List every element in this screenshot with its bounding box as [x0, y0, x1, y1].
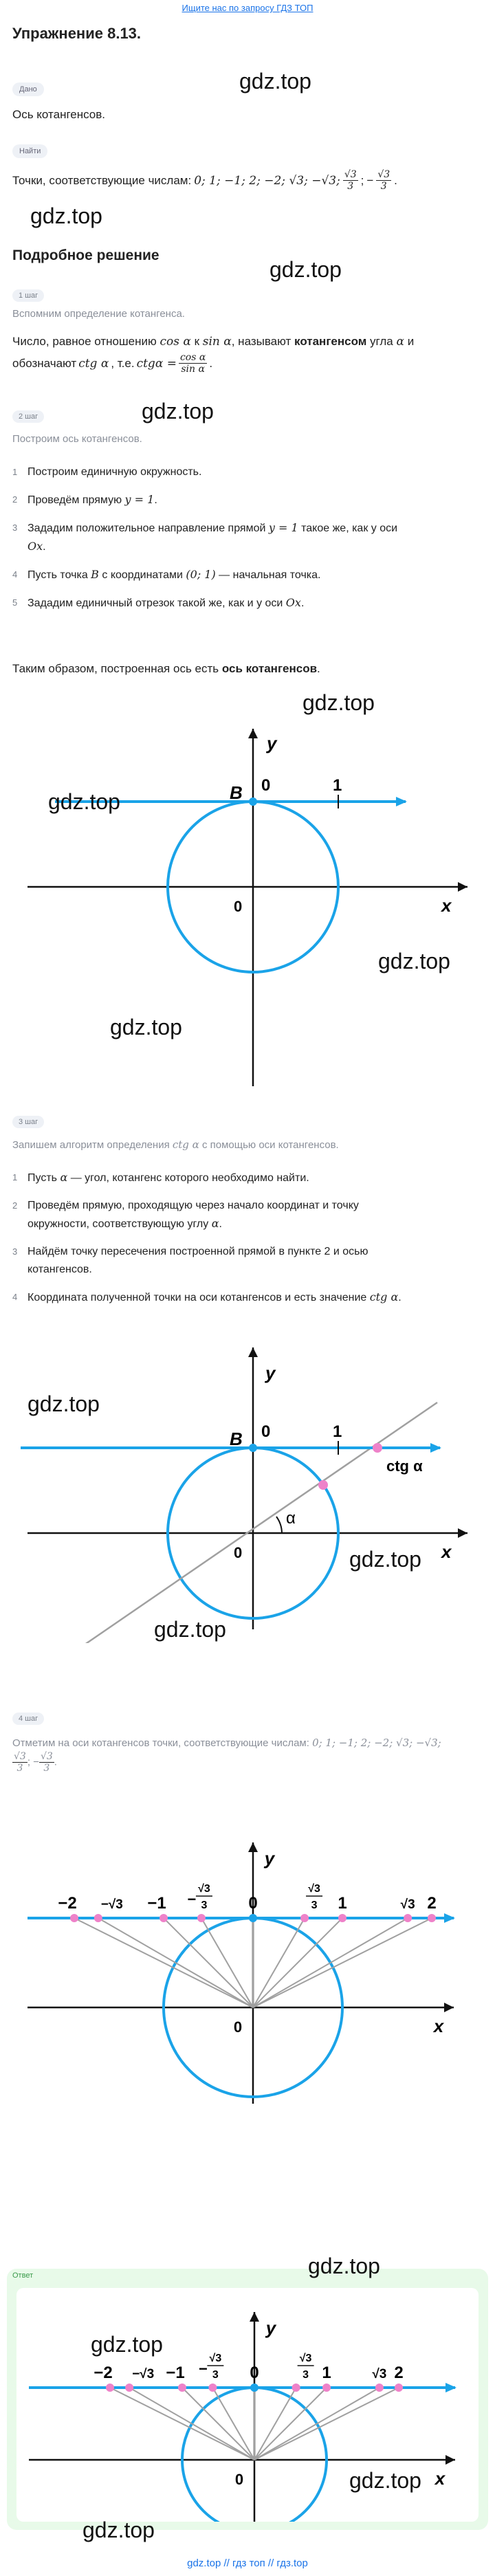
origin-label: 0 — [234, 2471, 244, 2488]
list-item: 4 Координата полученной точки на оси котангенсов и есть значение ctg α. — [12, 1290, 402, 1303]
watermark: gdz.top — [82, 2518, 155, 2542]
svg-text:0: 0 — [261, 1422, 271, 1441]
given-text: Ось котангенсов. — [12, 108, 106, 121]
watermark: gdz.top — [154, 1617, 226, 1642]
x-arrow — [446, 2455, 455, 2465]
svg-text:x: x — [441, 1541, 452, 1562]
svg-text:B: B — [230, 1429, 243, 1449]
watermark: gdz.top — [239, 69, 311, 93]
y-arrow — [248, 1842, 258, 1852]
watermark: gdz.top — [142, 399, 214, 423]
step2-conclusion: Таким образом, построенная ось есть ось котангенсов. — [12, 662, 320, 675]
marked-point — [395, 2384, 403, 2392]
ray-line — [253, 1918, 408, 2007]
tick-label-negsqrt3: −√3 — [100, 1897, 123, 1912]
given-tag: Дано — [12, 82, 44, 96]
tick-label-0: 0 — [261, 776, 271, 795]
find-minus: − — [366, 173, 374, 187]
marked-point — [338, 1914, 346, 1922]
step2-intro: Построим ось котангенсов. — [12, 433, 142, 445]
tick-label-sqrt3: √3 — [372, 2367, 387, 2381]
find-sep: ; — [360, 173, 364, 187]
point-b — [249, 797, 257, 806]
tick-label-negfrac-num: √3 — [198, 1883, 210, 1895]
step3-list — [0, 1169, 495, 1307]
watermark: gdz.top — [28, 1391, 100, 1416]
watermark: gdz.top — [110, 1015, 182, 1039]
ray-line — [254, 2388, 380, 2460]
step4-intro: Отметим на оси котангенсов точки, соответствующие числам: 0; 1; −1; 2; −2; √3; −√3; $\frac{√3}{3}$ ; − $\frac{√3}{3}$ . — [12, 1737, 441, 1774]
marked-point — [94, 1914, 102, 1922]
ctg-point — [373, 1443, 382, 1453]
svg-text:0: 0 — [234, 1544, 243, 1561]
marked-point — [250, 2384, 258, 2392]
step1-tag: 1 шаг — [12, 289, 44, 302]
tick-label-negfrac-num: √3 — [209, 2353, 222, 2364]
list-item: 3 Найдём точку пересечения построенной прямой в пункте 2 и осью котангенсов. — [12, 1246, 368, 1275]
watermark: gdz.top — [349, 2468, 421, 2493]
tick-label-neg1: −1 — [166, 2364, 185, 2382]
marked-point — [70, 1914, 78, 1922]
tick-label-negfrac-minus: − — [198, 2360, 208, 2377]
cot-axis-arrow — [444, 1913, 455, 1923]
marked-point — [197, 1914, 206, 1922]
cot-fraction: $\frac{\text{cos α}}{\text{sin α}}$ — [179, 352, 206, 375]
tick-label-2: 2 — [394, 2364, 404, 2382]
list-item: 4 Пусть точка B с координатами (0; 1) — начальная точка. — [12, 568, 321, 581]
origin-label: 0 — [234, 898, 243, 915]
tick-label-neg2: −2 — [94, 2364, 113, 2382]
tick-label-frac-den: 3 — [311, 1900, 318, 1911]
marked-point — [160, 1914, 168, 1922]
circle-point — [318, 1480, 328, 1490]
y-label: y — [264, 1848, 275, 1869]
step2-list — [0, 463, 495, 613]
origin-label: 0 — [233, 2018, 243, 2036]
svg-text:y: y — [265, 1363, 276, 1383]
list-item: 1 Построим единичную окружность. — [12, 466, 202, 478]
b-label: B — [230, 782, 243, 803]
step4-tag: 4 шаг — [12, 1713, 44, 1725]
watermark: gdz.top — [91, 2332, 163, 2357]
tick-label-negfrac-den: 3 — [212, 2369, 219, 2381]
x-label: x — [434, 2468, 446, 2489]
diagram-cot-axis — [0, 681, 495, 1107]
tick-label-1: 1 — [333, 776, 342, 795]
find-text — [0, 169, 410, 192]
list-item: 2 Проведём прямую, проходящую через начало координат и точку окружности, соответствующую углу α. — [12, 1200, 359, 1230]
step1-intro: Вспомним определение котангенса. — [12, 308, 185, 320]
list-item: 3 Зададим положительное направление прямой y = 1 такое же, как у оси Ox. — [12, 521, 398, 553]
marked-point — [300, 1914, 309, 1922]
marked-point — [292, 2384, 300, 2392]
watermark: gdz.top — [349, 1547, 421, 1572]
find-tag: Найти — [12, 144, 47, 158]
y-arrow — [250, 2312, 259, 2322]
find-frac2: $\frac{√3}{3}$ — [377, 169, 390, 192]
tick-label-1: 1 — [338, 1894, 347, 1913]
ctg-label: ctg α — [386, 1457, 423, 1475]
find-end: . — [394, 173, 397, 187]
ray-line — [129, 2388, 254, 2460]
find-frac1: $\frac{√3}{3}$ — [344, 169, 357, 192]
tick-label-neg2: −2 — [58, 1894, 77, 1913]
list-item: 1 Пусть α — угол, котангенс которого необходимо найти. — [12, 1171, 309, 1184]
tick-label-1: 1 — [322, 2364, 331, 2382]
list-item: 2 Проведём прямую y = 1. — [12, 493, 157, 506]
marked-point — [125, 2384, 133, 2392]
tick-label-2: 2 — [427, 1894, 437, 1913]
watermark: gdz.top — [270, 257, 342, 282]
watermark: gdz.top — [48, 789, 120, 814]
svg-text:1: 1 — [333, 1422, 342, 1441]
tick-label-frac-num: √3 — [308, 1883, 320, 1895]
tick-label-0: 0 — [250, 2364, 259, 2382]
answer-tag: Ответ — [12, 2271, 34, 2280]
diagram-cot-definition — [0, 1327, 495, 1643]
x-label: x — [433, 2016, 444, 2036]
watermark: gdz.top — [378, 949, 450, 973]
marked-point — [322, 2384, 331, 2392]
search-hint-link[interactable]: Ищите нас по запросу ГДЗ ТОП — [182, 3, 314, 13]
step1-definition: Число, равное отношению cos α к sin α, называют котангенсом угла α и обозначают ctg α , т.е. ctgα = $\frac{\text{cos α}}{\text{sin α}}$ . — [12, 335, 415, 375]
footer-links[interactable]: gdz.top // гдз топ // гдз.top — [187, 2557, 308, 2569]
alpha-label: α — [286, 1509, 296, 1528]
step3-intro: Запишем алгоритм определения ctg α с помощью оси котангенсов. — [12, 1138, 339, 1151]
tick-label-frac-num: √3 — [299, 2353, 312, 2364]
marked-point — [106, 2384, 114, 2392]
marked-point — [428, 1914, 436, 1922]
tick-label-negfrac-minus: − — [187, 1891, 197, 1908]
marked-point — [178, 2384, 186, 2392]
marked-point — [208, 2384, 217, 2392]
watermark: gdz.top — [30, 203, 102, 228]
step2-tag: 2 шаг — [12, 410, 44, 423]
cot-axis-arrow — [446, 2383, 456, 2392]
tick-label-negsqrt3: −√3 — [132, 2367, 155, 2381]
tick-label-negfrac-den: 3 — [201, 1900, 208, 1911]
x-arrow — [444, 2003, 454, 2012]
x-label: x — [441, 895, 452, 916]
exercise-title: Упражнение 8.13. — [12, 25, 142, 42]
y-label: y — [267, 733, 277, 753]
tick-label-0: 0 — [248, 1894, 258, 1913]
find-prefix: Точки, соответствующие числам: — [12, 173, 192, 187]
y-label: y — [265, 2318, 276, 2338]
marked-point — [249, 1914, 257, 1922]
diagram-points — [0, 1801, 495, 2124]
solution-heading: Подробное решение — [12, 247, 160, 263]
list-item: 5 Зададим единичный отрезок такой же, как и у оси Ox. — [12, 596, 305, 609]
step3-tag: 3 шаг — [12, 1116, 44, 1128]
watermark: gdz.top — [302, 690, 375, 715]
tick-label-neg1: −1 — [147, 1894, 166, 1913]
find-numbers: 0; 1; −1; 2; −2; √3; −√3; — [194, 173, 340, 188]
watermark: gdz.top — [308, 2254, 380, 2278]
marked-point — [404, 1914, 412, 1922]
tick-label-sqrt3: √3 — [400, 1897, 415, 1912]
ray-line — [98, 1918, 253, 2007]
tick-label-frac-den: 3 — [302, 2369, 309, 2381]
marked-point — [375, 2384, 384, 2392]
